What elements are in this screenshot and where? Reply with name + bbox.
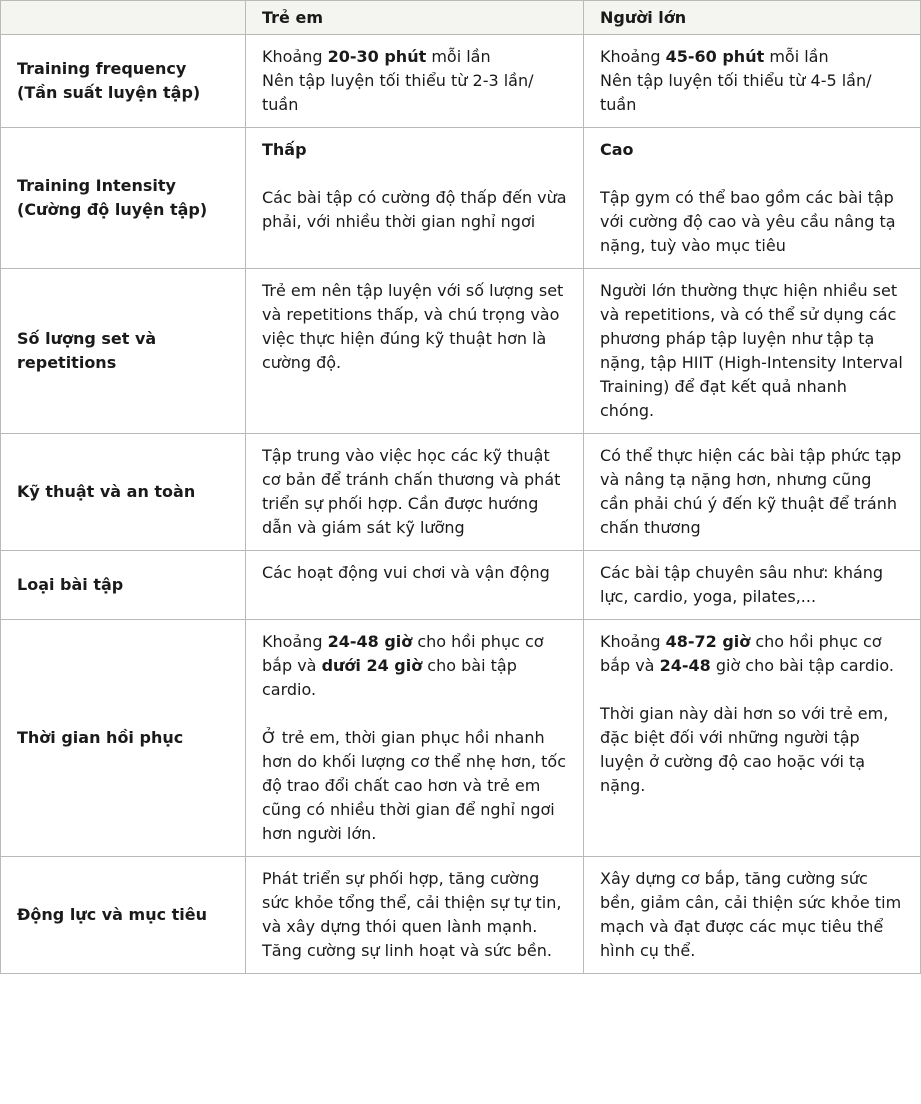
- cell-paragraph: Khoảng 45-60 phút mỗi lần Nên tập luyện tối thiểu từ 4-5 lần/ tuần: [600, 47, 872, 114]
- cell-paragraph: [600, 138, 904, 162]
- adults-cell: [584, 434, 921, 551]
- adults-cell: [584, 128, 921, 269]
- cell-paragraph: Các bài tập có cường độ thấp đến vừa phải, với nhiều thời gian nghỉ ngơi: [262, 188, 567, 231]
- row-label: [1, 434, 246, 551]
- header-children: Trẻ em: [246, 1, 584, 35]
- adults-cell: [584, 35, 921, 128]
- row-label-line: Động lực và mục tiêu: [17, 905, 208, 924]
- table-row: [1, 434, 921, 551]
- cell-paragraph: Ở trẻ em, thời gian phục hồi nhanh hơn do khối lượng cơ thể nhẹ hơn, tốc độ trao đổi chất cao hơn và trẻ em cũng có nhiều thời gian để nghỉ ngơi hơn người lớn.: [262, 728, 566, 843]
- children-cell: [246, 434, 584, 551]
- emphasis-text: 24-48 giờ: [327, 632, 413, 651]
- cell-paragraph: Các hoạt động vui chơi và vận động: [262, 563, 550, 582]
- row-label-line: (Cường độ luyện tập): [17, 200, 208, 219]
- emphasis-text: Cao: [600, 140, 634, 159]
- row-label: [1, 620, 246, 857]
- adults-cell: [584, 269, 921, 434]
- children-cell: [246, 551, 584, 620]
- emphasis-text: 20-30 phút: [327, 47, 427, 66]
- emphasis-text: 48-72 giờ: [665, 632, 751, 651]
- children-cell: [246, 128, 584, 269]
- cell-paragraph: [262, 138, 567, 162]
- table-row: [1, 128, 921, 269]
- table-header: [1, 1, 921, 35]
- row-label: [1, 35, 246, 128]
- children-cell: [246, 269, 584, 434]
- row-label: [1, 128, 246, 269]
- row-label-line: Training Intensity: [17, 176, 176, 195]
- row-label-line: (Tần suất luyện tập): [17, 83, 201, 102]
- cell-paragraph: Người lớn thường thực hiện nhiều set và repetitions, và có thể sử dụng các phương pháp tập luyện như tập tạ nặng, tập HIIT (High-Intensity Interval Training) để đạt kết quả nhanh chóng.: [600, 281, 903, 420]
- adults-cell: [584, 857, 921, 974]
- children-cell: [246, 35, 584, 128]
- row-label: [1, 551, 246, 620]
- children-cell: [246, 857, 584, 974]
- header-row: [1, 1, 921, 35]
- table-row: [1, 620, 921, 857]
- cell-paragraph: Tập trung vào việc học các kỹ thuật cơ bản để tránh chấn thương và phát triển sự phối hợp. Cần được hướng dẫn và giám sát kỹ lưỡng: [262, 446, 561, 537]
- cell-paragraph: Xây dựng cơ bắp, tăng cường sức bền, giảm cân, cải thiện sức khỏe tim mạch và đạt được các mục tiêu thể hình cụ thể.: [600, 869, 902, 960]
- emphasis-text: 45-60 phút: [665, 47, 765, 66]
- table-body: [1, 35, 921, 974]
- table-row: [1, 857, 921, 974]
- row-label: [1, 857, 246, 974]
- row-label-line: Loại bài tập: [17, 575, 124, 594]
- header-adults: Người lớn: [584, 1, 921, 35]
- table-row: [1, 269, 921, 434]
- table-row: [1, 35, 921, 128]
- adults-cell: [584, 551, 921, 620]
- emphasis-text: Thấp: [262, 140, 307, 159]
- cell-paragraph: Thời gian này dài hơn so với trẻ em, đặc biệt đối với những người tập luyện ở cường độ cao hoặc với tạ nặng.: [600, 704, 889, 795]
- adults-cell: [584, 620, 921, 857]
- cell-paragraph: Phát triển sự phối hợp, tăng cường sức khỏe tổng thể, cải thiện sự tự tin, và xây dựng thói quen lành mạnh. Tăng cường sự linh hoạt và sức bền.: [262, 869, 562, 960]
- row-label-line: Kỹ thuật và an toàn: [17, 482, 196, 501]
- row-label-line: Số lượng set và repetitions: [17, 329, 157, 372]
- header-criteria: [1, 1, 246, 35]
- row-label: [1, 269, 246, 434]
- cell-paragraph: Các bài tập chuyên sâu như: kháng lực, cardio, yoga, pilates,...: [600, 563, 884, 606]
- cell-paragraph: Khoảng 48-72 giờ cho hồi phục cơ bắp và 24-48 giờ cho bài tập cardio.: [600, 632, 895, 675]
- cell-paragraph: Khoảng 24-48 giờ cho hồi phục cơ bắp và dưới 24 giờ cho bài tập cardio.: [262, 632, 544, 699]
- cell-paragraph: Khoảng 20-30 phút mỗi lần Nên tập luyện tối thiểu từ 2-3 lần/ tuần: [262, 47, 534, 114]
- cell-paragraph: Trẻ em nên tập luyện với số lượng set và repetitions thấp, và chú trọng vào việc thực hiện đúng kỹ thuật hơn là cường độ.: [262, 281, 564, 372]
- cell-paragraph: Có thể thực hiện các bài tập phức tạp và nâng tạ nặng hơn, nhưng cũng cần phải chú ý đến kỹ thuật để tránh chấn thương: [600, 446, 902, 537]
- children-cell: [246, 620, 584, 857]
- table-row: [1, 551, 921, 620]
- emphasis-text: 24-48: [659, 656, 711, 675]
- cell-paragraph: Tập gym có thể bao gồm các bài tập với cường độ cao và yêu cầu nâng tạ nặng, tuỳ vào mục tiêu: [600, 188, 896, 255]
- row-label-line: Thời gian hồi phục: [17, 728, 184, 747]
- emphasis-text: dưới 24 giờ: [321, 656, 423, 675]
- row-label-line: Training frequency: [17, 59, 187, 78]
